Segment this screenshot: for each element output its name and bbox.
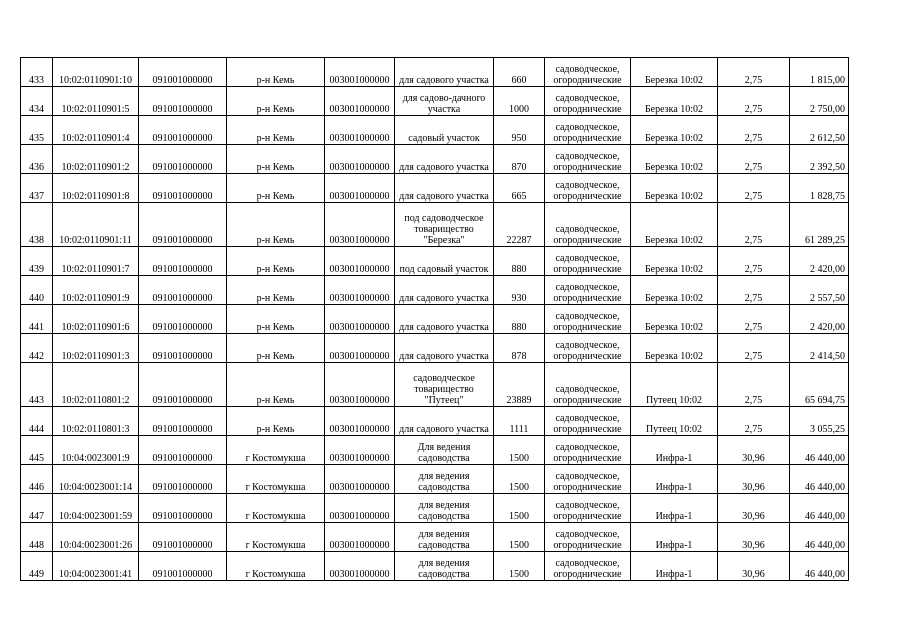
valuation-zone-cell: Березка 10:02 — [631, 145, 718, 174]
oktmo-code-cell: 003001000000 — [325, 276, 395, 305]
cadastral-value-cell: 46 440,00 — [790, 523, 849, 552]
row-number-cell: 445 — [21, 436, 53, 465]
location-cell: р-н Кемь — [227, 203, 325, 247]
permitted-use-cell: для садового участка — [395, 58, 494, 87]
valuation-zone-cell: Березка 10:02 — [631, 334, 718, 363]
row-number-cell: 436 — [21, 145, 53, 174]
oktmo-code-cell: 003001000000 — [325, 145, 395, 174]
table-row — [21, 174, 849, 203]
permitted-use-cell: для ведения садоводства — [395, 465, 494, 494]
cadastral-value-cell: 2 420,00 — [790, 247, 849, 276]
cadastral-number-cell: 10:02:0110801:3 — [53, 407, 139, 436]
area-cell: 950 — [494, 116, 545, 145]
area-cell: 665 — [494, 174, 545, 203]
cadastral-value-cell: 3 055,25 — [790, 407, 849, 436]
okato-code-cell: 091001000000 — [139, 494, 227, 523]
specific-value-cell: 2,75 — [718, 305, 790, 334]
oktmo-code-cell: 003001000000 — [325, 87, 395, 116]
oktmo-code-cell: 003001000000 — [325, 465, 395, 494]
location-cell: г Костомукша — [227, 552, 325, 581]
row-number-cell: 435 — [21, 116, 53, 145]
okato-code-cell: 091001000000 — [139, 203, 227, 247]
valuation-zone-cell: Березка 10:02 — [631, 305, 718, 334]
row-number-cell: 449 — [21, 552, 53, 581]
land-category-cell: садоводческое, огороднические — [545, 276, 631, 305]
location-cell: р-н Кемь — [227, 276, 325, 305]
area-cell: 880 — [494, 247, 545, 276]
oktmo-code-cell: 003001000000 — [325, 494, 395, 523]
area-cell: 1500 — [494, 436, 545, 465]
area-cell: 1500 — [494, 494, 545, 523]
land-category-cell: садоводческое, огороднические — [545, 305, 631, 334]
table-row — [21, 334, 849, 363]
cadastral-number-cell: 10:02:0110901:10 — [53, 58, 139, 87]
land-plots-table — [20, 57, 849, 581]
location-cell: р-н Кемь — [227, 116, 325, 145]
specific-value-cell: 2,75 — [718, 407, 790, 436]
oktmo-code-cell: 003001000000 — [325, 203, 395, 247]
row-number-cell: 442 — [21, 334, 53, 363]
table-row — [21, 465, 849, 494]
land-category-cell: садоводческое, огороднические — [545, 174, 631, 203]
valuation-zone-cell: Березка 10:02 — [631, 203, 718, 247]
permitted-use-cell: под садоводческое товарищество "Березка" — [395, 203, 494, 247]
permitted-use-cell: для садового участка — [395, 276, 494, 305]
valuation-zone-cell: Березка 10:02 — [631, 276, 718, 305]
cadastral-value-cell: 61 289,25 — [790, 203, 849, 247]
oktmo-code-cell: 003001000000 — [325, 436, 395, 465]
okato-code-cell: 091001000000 — [139, 145, 227, 174]
table-row — [21, 305, 849, 334]
location-cell: г Костомукша — [227, 523, 325, 552]
cadastral-number-cell: 10:04:0023001:59 — [53, 494, 139, 523]
okato-code-cell: 091001000000 — [139, 363, 227, 407]
table-row — [21, 276, 849, 305]
land-category-cell: садоводческое, огороднические — [545, 58, 631, 87]
cadastral-value-cell: 2 557,50 — [790, 276, 849, 305]
specific-value-cell: 30,96 — [718, 494, 790, 523]
cadastral-number-cell: 10:02:0110901:3 — [53, 334, 139, 363]
area-cell: 870 — [494, 145, 545, 174]
specific-value-cell: 30,96 — [718, 465, 790, 494]
area-cell: 1500 — [494, 465, 545, 494]
valuation-zone-cell: Путеец 10:02 — [631, 407, 718, 436]
location-cell: г Костомукша — [227, 465, 325, 494]
oktmo-code-cell: 003001000000 — [325, 334, 395, 363]
okato-code-cell: 091001000000 — [139, 87, 227, 116]
oktmo-code-cell: 003001000000 — [325, 305, 395, 334]
land-category-cell: садоводческое, огороднические — [545, 116, 631, 145]
area-cell: 1000 — [494, 87, 545, 116]
area-cell: 880 — [494, 305, 545, 334]
location-cell: р-н Кемь — [227, 407, 325, 436]
location-cell: р-н Кемь — [227, 363, 325, 407]
document-page — [20, 57, 849, 581]
row-number-cell: 446 — [21, 465, 53, 494]
table-row — [21, 87, 849, 116]
location-cell: р-н Кемь — [227, 247, 325, 276]
valuation-zone-cell: Березка 10:02 — [631, 58, 718, 87]
location-cell: р-н Кемь — [227, 87, 325, 116]
table-row — [21, 145, 849, 174]
location-cell: р-н Кемь — [227, 305, 325, 334]
oktmo-code-cell: 003001000000 — [325, 407, 395, 436]
valuation-zone-cell: Инфра-1 — [631, 465, 718, 494]
okato-code-cell: 091001000000 — [139, 305, 227, 334]
row-number-cell: 441 — [21, 305, 53, 334]
table-row — [21, 116, 849, 145]
land-category-cell: садоводческое, огороднические — [545, 436, 631, 465]
cadastral-value-cell: 2 420,00 — [790, 305, 849, 334]
specific-value-cell: 2,75 — [718, 58, 790, 87]
permitted-use-cell: для садового участка — [395, 305, 494, 334]
okato-code-cell: 091001000000 — [139, 465, 227, 494]
okato-code-cell: 091001000000 — [139, 552, 227, 581]
specific-value-cell: 2,75 — [718, 116, 790, 145]
cadastral-number-cell: 10:02:0110801:2 — [53, 363, 139, 407]
specific-value-cell: 2,75 — [718, 174, 790, 203]
cadastral-number-cell: 10:04:0023001:41 — [53, 552, 139, 581]
row-number-cell: 437 — [21, 174, 53, 203]
land-category-cell: садоводческое, огороднические — [545, 87, 631, 116]
specific-value-cell: 2,75 — [718, 203, 790, 247]
valuation-zone-cell: Инфра-1 — [631, 494, 718, 523]
cadastral-number-cell: 10:02:0110901:11 — [53, 203, 139, 247]
valuation-zone-cell: Березка 10:02 — [631, 247, 718, 276]
cadastral-number-cell: 10:02:0110901:8 — [53, 174, 139, 203]
okato-code-cell: 091001000000 — [139, 523, 227, 552]
valuation-zone-cell: Березка 10:02 — [631, 174, 718, 203]
cadastral-value-cell: 2 750,00 — [790, 87, 849, 116]
cadastral-value-cell: 46 440,00 — [790, 436, 849, 465]
cadastral-number-cell: 10:02:0110901:4 — [53, 116, 139, 145]
cadastral-value-cell: 1 828,75 — [790, 174, 849, 203]
cadastral-value-cell: 2 414,50 — [790, 334, 849, 363]
row-number-cell: 444 — [21, 407, 53, 436]
cadastral-number-cell: 10:02:0110901:9 — [53, 276, 139, 305]
table-row — [21, 203, 849, 247]
land-category-cell: садоводческое, огороднические — [545, 334, 631, 363]
permitted-use-cell: для садового участка — [395, 334, 494, 363]
table-row — [21, 407, 849, 436]
area-cell: 1500 — [494, 552, 545, 581]
oktmo-code-cell: 003001000000 — [325, 174, 395, 203]
table-row — [21, 436, 849, 465]
area-cell: 1500 — [494, 523, 545, 552]
cadastral-number-cell: 10:04:0023001:14 — [53, 465, 139, 494]
land-category-cell: садоводческое, огороднические — [545, 523, 631, 552]
location-cell: р-н Кемь — [227, 58, 325, 87]
specific-value-cell: 2,75 — [718, 87, 790, 116]
cadastral-value-cell: 46 440,00 — [790, 465, 849, 494]
row-number-cell: 440 — [21, 276, 53, 305]
permitted-use-cell: для ведения садоводства — [395, 552, 494, 581]
okato-code-cell: 091001000000 — [139, 276, 227, 305]
location-cell: р-н Кемь — [227, 145, 325, 174]
land-category-cell: садоводческое, огороднические — [545, 203, 631, 247]
permitted-use-cell: садоводческое товарищество "Путеец" — [395, 363, 494, 407]
land-category-cell: садоводческое, огороднические — [545, 363, 631, 407]
cadastral-value-cell: 46 440,00 — [790, 552, 849, 581]
row-number-cell: 433 — [21, 58, 53, 87]
location-cell: г Костомукша — [227, 494, 325, 523]
permitted-use-cell: для садового участка — [395, 407, 494, 436]
cadastral-value-cell: 2 612,50 — [790, 116, 849, 145]
row-number-cell: 443 — [21, 363, 53, 407]
area-cell: 22287 — [494, 203, 545, 247]
cadastral-number-cell: 10:04:0023001:9 — [53, 436, 139, 465]
oktmo-code-cell: 003001000000 — [325, 552, 395, 581]
area-cell: 660 — [494, 58, 545, 87]
oktmo-code-cell: 003001000000 — [325, 58, 395, 87]
table-row — [21, 494, 849, 523]
row-number-cell: 438 — [21, 203, 53, 247]
cadastral-number-cell: 10:02:0110901:6 — [53, 305, 139, 334]
location-cell: г Костомукша — [227, 436, 325, 465]
table-row — [21, 247, 849, 276]
land-category-cell: садоводческое, огороднические — [545, 494, 631, 523]
permitted-use-cell: для садового участка — [395, 174, 494, 203]
okato-code-cell: 091001000000 — [139, 436, 227, 465]
cadastral-value-cell: 46 440,00 — [790, 494, 849, 523]
oktmo-code-cell: 003001000000 — [325, 116, 395, 145]
valuation-zone-cell: Инфра-1 — [631, 436, 718, 465]
specific-value-cell: 2,75 — [718, 276, 790, 305]
cadastral-value-cell: 2 392,50 — [790, 145, 849, 174]
area-cell: 1111 — [494, 407, 545, 436]
specific-value-cell: 30,96 — [718, 523, 790, 552]
cadastral-number-cell: 10:02:0110901:2 — [53, 145, 139, 174]
table-row — [21, 523, 849, 552]
specific-value-cell: 2,75 — [718, 334, 790, 363]
land-category-cell: садоводческое, огороднические — [545, 407, 631, 436]
table-row — [21, 363, 849, 407]
location-cell: р-н Кемь — [227, 334, 325, 363]
land-category-cell: садоводческое, огороднические — [545, 145, 631, 174]
valuation-zone-cell: Инфра-1 — [631, 552, 718, 581]
row-number-cell: 448 — [21, 523, 53, 552]
valuation-zone-cell: Березка 10:02 — [631, 87, 718, 116]
okato-code-cell: 091001000000 — [139, 58, 227, 87]
permitted-use-cell: Для ведения садоводства — [395, 436, 494, 465]
area-cell: 878 — [494, 334, 545, 363]
land-category-cell: садоводческое, огороднические — [545, 465, 631, 494]
cadastral-value-cell: 65 694,75 — [790, 363, 849, 407]
oktmo-code-cell: 003001000000 — [325, 523, 395, 552]
specific-value-cell: 2,75 — [718, 247, 790, 276]
okato-code-cell: 091001000000 — [139, 407, 227, 436]
okato-code-cell: 091001000000 — [139, 174, 227, 203]
oktmo-code-cell: 003001000000 — [325, 363, 395, 407]
cadastral-value-cell: 1 815,00 — [790, 58, 849, 87]
valuation-zone-cell: Путеец 10:02 — [631, 363, 718, 407]
permitted-use-cell: для садового участка — [395, 145, 494, 174]
area-cell: 930 — [494, 276, 545, 305]
cadastral-number-cell: 10:02:0110901:5 — [53, 87, 139, 116]
permitted-use-cell: для ведения садоводства — [395, 523, 494, 552]
land-category-cell: садоводческое, огороднические — [545, 247, 631, 276]
row-number-cell: 434 — [21, 87, 53, 116]
valuation-zone-cell: Березка 10:02 — [631, 116, 718, 145]
row-number-cell: 439 — [21, 247, 53, 276]
cadastral-number-cell: 10:04:0023001:26 — [53, 523, 139, 552]
oktmo-code-cell: 003001000000 — [325, 247, 395, 276]
location-cell: р-н Кемь — [227, 174, 325, 203]
okato-code-cell: 091001000000 — [139, 247, 227, 276]
permitted-use-cell: для садово-дачного участка — [395, 87, 494, 116]
okato-code-cell: 091001000000 — [139, 334, 227, 363]
permitted-use-cell: под садовый участок — [395, 247, 494, 276]
permitted-use-cell: для ведения садоводства — [395, 494, 494, 523]
specific-value-cell: 30,96 — [718, 436, 790, 465]
permitted-use-cell: садовый участок — [395, 116, 494, 145]
row-number-cell: 447 — [21, 494, 53, 523]
table-row — [21, 58, 849, 87]
table-row — [21, 552, 849, 581]
specific-value-cell: 2,75 — [718, 363, 790, 407]
valuation-zone-cell: Инфра-1 — [631, 523, 718, 552]
land-category-cell: садоводческое, огороднические — [545, 552, 631, 581]
cadastral-number-cell: 10:02:0110901:7 — [53, 247, 139, 276]
specific-value-cell: 2,75 — [718, 145, 790, 174]
area-cell: 23889 — [494, 363, 545, 407]
specific-value-cell: 30,96 — [718, 552, 790, 581]
okato-code-cell: 091001000000 — [139, 116, 227, 145]
